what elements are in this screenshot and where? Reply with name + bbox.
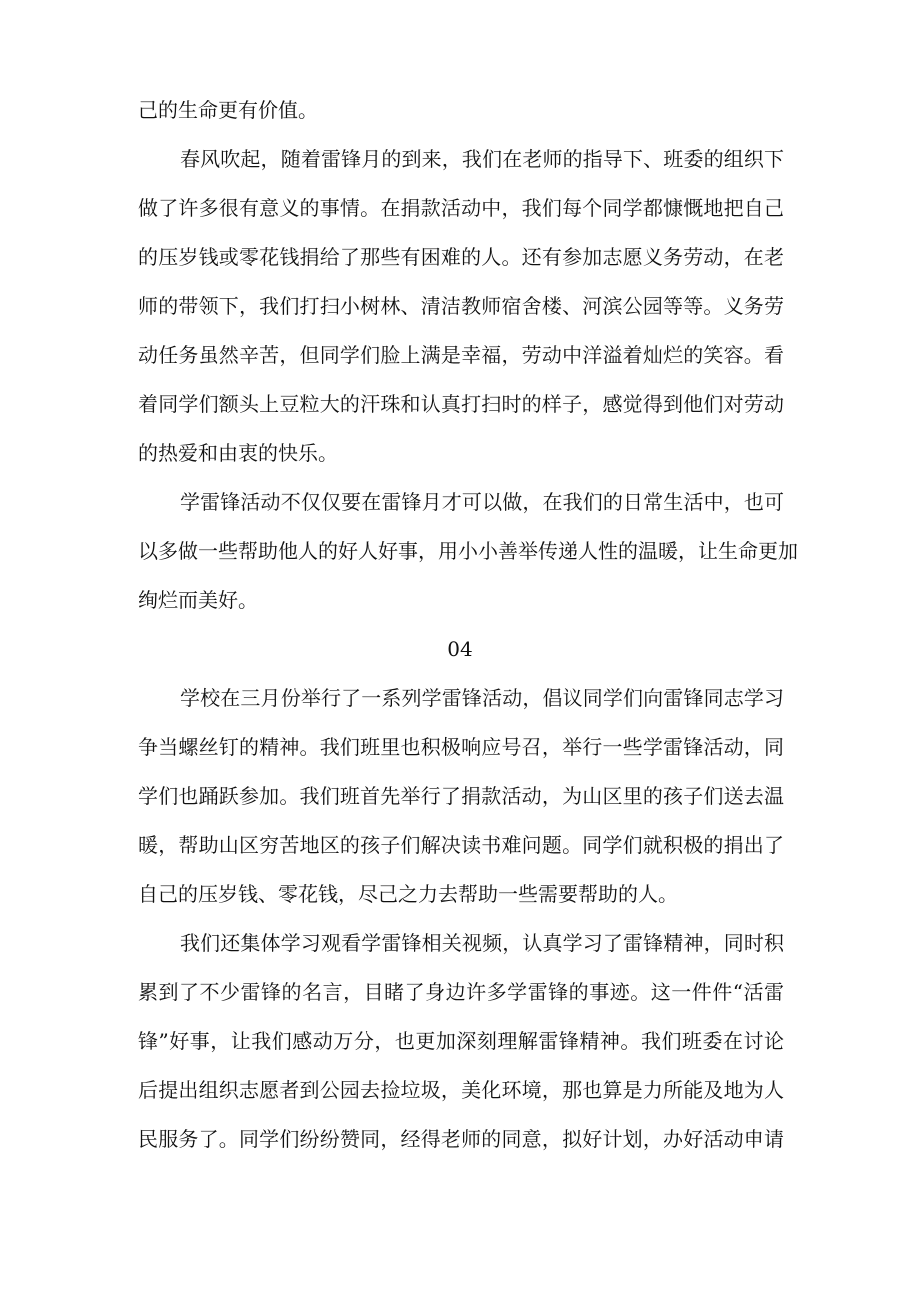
- paragraph-3-line-1: 学雷锋活动不仅仅要在雷锋月才可以做，在我们的日常生活中，也可: [180, 490, 784, 514]
- paragraph-1-line-1: 己的生命更有价值。: [138, 98, 318, 122]
- paragraph-2-line-2: 做了许多很有意义的事情。在捐款活动中，我们每个同学都慷慨地把自己: [138, 196, 784, 220]
- paragraph-5-line-2: 累到了不少雷锋的名言，目睹了身边许多学雷锋的事迹。这一件件“活雷: [138, 980, 784, 1004]
- paragraph-2-line-3: 的压岁钱或零花钱捐给了那些有困难的人。还有参加志愿义务劳动，在老: [138, 245, 784, 269]
- paragraph-2-line-5: 动任务虽然辛苦，但同学们脸上满是幸福，劳动中洋溢着灿烂的笑容。看: [138, 343, 784, 367]
- paragraph-4-line-3: 学们也踊跃参加。我们班首先举行了捐款活动，为山区里的孩子们送去温: [138, 784, 784, 808]
- paragraph-4-line-2: 争当螺丝钉的精神。我们班里也积极响应号召，举行一些学雷锋活动，同: [138, 735, 784, 759]
- paragraph-4-line-5: 自己的压岁钱、零花钱，尽己之力去帮助一些需要帮助的人。: [138, 882, 678, 906]
- paragraph-5-line-1: 我们还集体学习观看学雷锋相关视频，认真学习了雷锋精神，同时积: [180, 931, 784, 955]
- section-heading: 04: [447, 637, 473, 661]
- paragraph-4-line-4: 暖，帮助山区穷苦地区的孩子们解决读书难问题。同学们就积极的捐出了: [138, 833, 784, 857]
- paragraph-5-line-4: 后提出组织志愿者到公园去捡垃圾，美化环境，那也算是力所能及地为人: [138, 1078, 784, 1102]
- paragraph-2-line-4: 师的带领下，我们打扫小树林、清洁教师宿舍楼、河滨公园等等。义务劳: [138, 294, 784, 318]
- paragraph-2-line-1: 春风吹起，随着雷锋月的到来，我们在老师的指导下、班委的组织下: [180, 147, 784, 171]
- paragraph-5-line-3: 锋”好事，让我们感动万分，也更加深刻理解雷锋精神。我们班委在讨论: [138, 1029, 784, 1053]
- paragraph-2-line-7: 的热爱和由衷的快乐。: [138, 441, 338, 465]
- paragraph-3-line-2: 以多做一些帮助他人的好人好事，用小小善举传递人性的温暖，让生命更加: [138, 539, 798, 563]
- paragraph-4-line-1: 学校在三月份举行了一系列学雷锋活动，倡议同学们向雷锋同志学习: [180, 686, 784, 710]
- paragraph-5-line-5: 民服务了。同学们纷纷赞同，经得老师的同意，拟好计划，办好活动申请: [138, 1127, 784, 1151]
- paragraph-3-line-3: 绚烂而美好。: [138, 588, 258, 612]
- paragraph-2-line-6: 着同学们额头上豆粒大的汗珠和认真打扫时的样子，感觉得到他们对劳动: [138, 392, 784, 416]
